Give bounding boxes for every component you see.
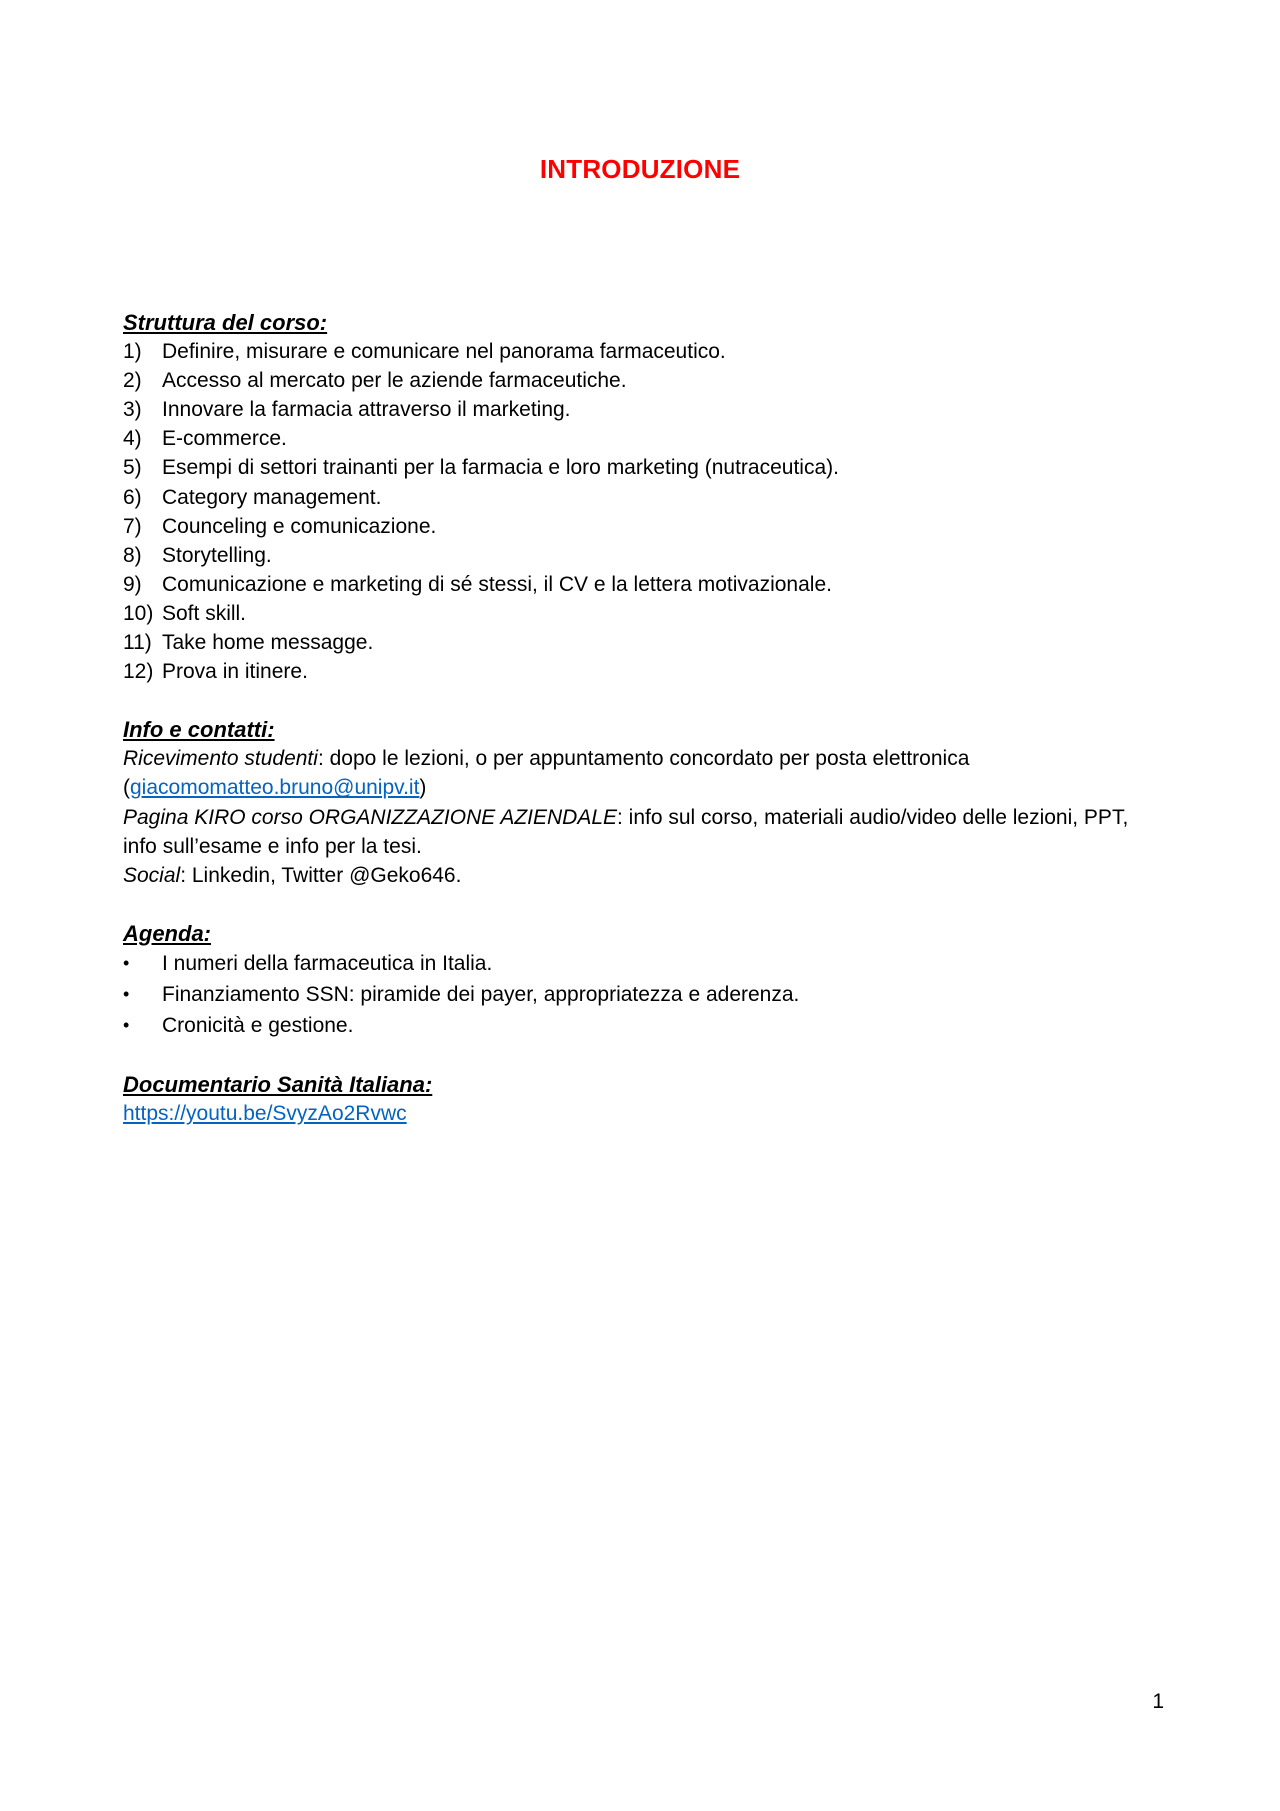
document-body — [123, 308, 1143, 1128]
list-item: 3) Innovare la farmacia attraverso il marketing. — [123, 398, 571, 422]
list-item: 5) Esempi di settori trainanti per la farmacia e loro marketing (nutraceutica). — [123, 456, 839, 480]
list-item: 12) Prova in itinere. — [123, 660, 308, 684]
email-line: (giacomomatteo.bruno@unipv.it) — [123, 776, 427, 800]
list-item: 7) Counceling e comunicazione. — [123, 514, 437, 538]
bullet-icon: • — [123, 983, 130, 1004]
ricevimento-label: Ricevimento studenti — [123, 747, 318, 771]
list-item: 11) Take home messagge. — [123, 631, 374, 655]
documentario-heading: Documentario Sanità Italiana: — [123, 1071, 433, 1097]
kiro-paragraph: Pagina KIRO corso ORGANIZZAZIONE AZIENDALE: info sul corso, materiali audio/video delle lezioni, PPT, info sull’esame e info per la tesi. — [123, 805, 1129, 858]
ricevimento-paragraph: Ricevimento studenti: dopo le lezioni, o per appuntamento concordato per posta elettronica — [123, 747, 970, 771]
social-line: Social: Linkedin, Twitter @Geko646. — [123, 863, 462, 887]
info-heading: Info e contatti: — [123, 717, 275, 743]
page-number: 1 — [1152, 1690, 1164, 1713]
list-item: • I numeri della farmaceutica in Italia. — [123, 948, 1143, 979]
list-item: 8) Storytelling. — [123, 543, 272, 567]
list-item: 6) Category management. — [123, 485, 382, 509]
youtube-link[interactable]: https://youtu.be/SvyzAo2Rvwc — [123, 1101, 407, 1125]
kiro-label: Pagina KIRO corso ORGANIZZAZIONE AZIENDALE — [123, 805, 618, 829]
email-link[interactable]: giacomomatteo.bruno@unipv.it — [130, 776, 420, 800]
list-item: • Cronicità e gestione. — [123, 1010, 1143, 1041]
agenda-heading: Agenda: — [123, 920, 211, 946]
bullet-icon: • — [123, 952, 130, 973]
agenda-list — [123, 948, 1143, 1041]
list-item: 1) Definire, misurare e comunicare nel panorama farmaceutico. — [123, 340, 726, 364]
list-item: 10) Soft skill. — [123, 601, 247, 625]
structure-heading: Struttura del corso: — [123, 310, 328, 335]
bullet-icon: • — [123, 1014, 130, 1035]
list-item: 9) Comunicazione e marketing di sé stessi, il CV e la lettera motivazionale. — [123, 572, 832, 596]
structure-list — [123, 337, 1143, 686]
list-item: 2) Accesso al mercato per le aziende farmaceutiche. — [123, 369, 627, 393]
list-item: 4) E-commerce. — [123, 427, 287, 451]
social-label: Social — [123, 863, 181, 887]
list-item: • Finanziamento SSN: piramide dei payer, appropriatezza e aderenza. — [123, 979, 1143, 1010]
page-title: INTRODUZIONE — [539, 154, 741, 184]
